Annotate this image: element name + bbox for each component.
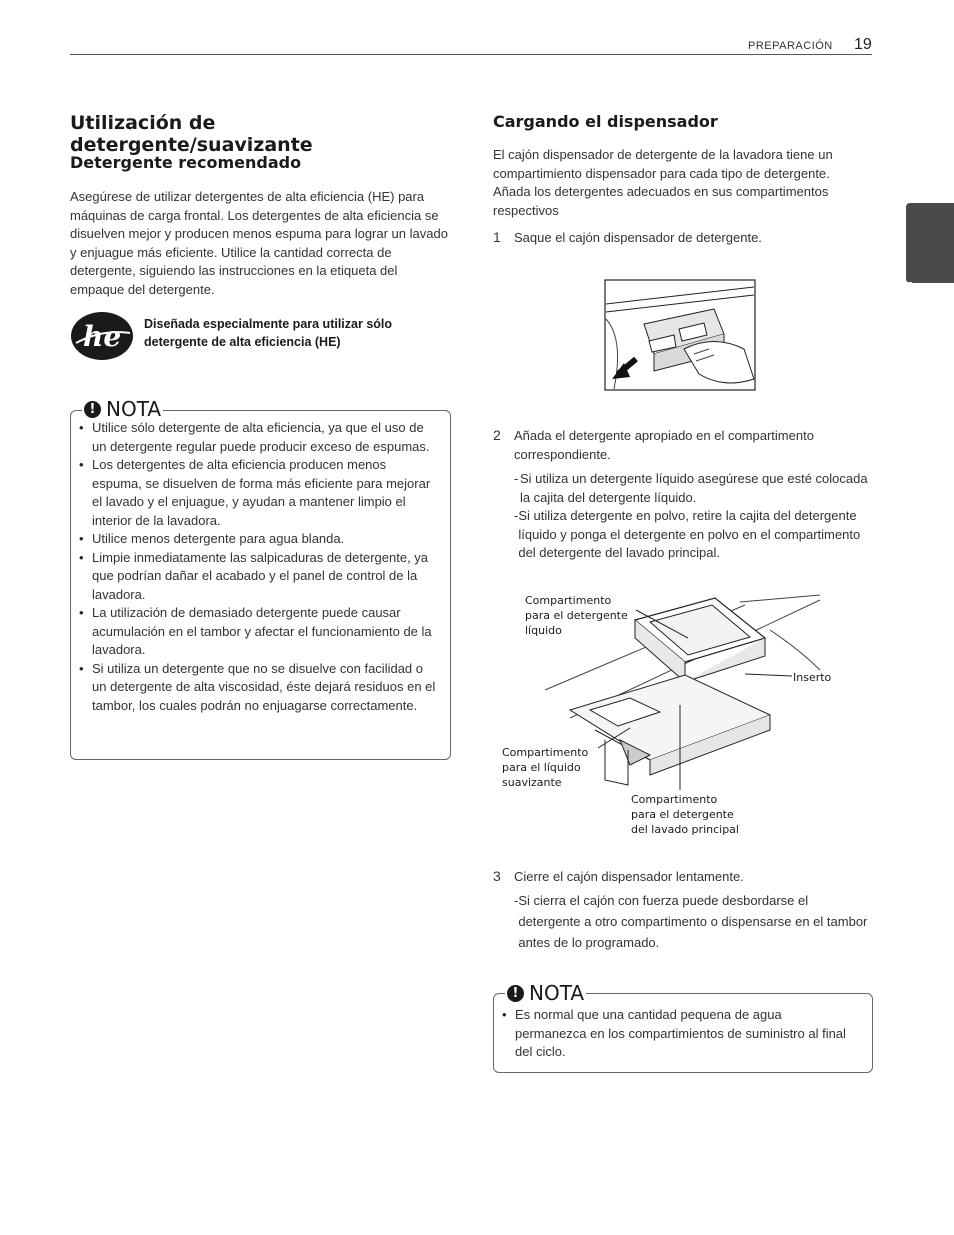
step-2-sub-2: - Si utiliza detergente en polvo, retire la cajita del detergente líquido y ponga el detergente en polvo en el compartimento del detergente del lavado principal. (514, 507, 869, 563)
loading-paragraph: El cajón dispensador de detergente de la lavadora tiene un compartimiento dispensador para cada tipo de detergente. Añada los detergentes adecuados en sus compartimentos respectivos (493, 147, 833, 218)
section-title: Utilización de detergente/suavizante (70, 112, 313, 156)
label-softener-compartment: Compartimento para el líquido suavizante (502, 746, 589, 789)
subsection-title: Detergente recomendado (70, 153, 302, 172)
nota-title-left: NOTA (106, 397, 162, 421)
nota-item: • Utilice menos detergente para agua blanda. (79, 530, 439, 549)
nota-heading-right (505, 982, 586, 1004)
nota-list-left (79, 419, 439, 715)
alert-icon: ! (84, 401, 101, 418)
step-3-sub-1: - Si cierra el cajón con fuerza puede desbordarse el detergente a otro compartimento o dispensarse en el tambor antes de lo programado. (514, 890, 869, 953)
nota-item: • La utilización de demasiado detergente puede causar acumulación en el tambor y afectar el funcionamiento de la lavadora. (79, 604, 439, 660)
label-liquid-compartment: Compartimento para el detergente líquido (525, 594, 628, 637)
recommended-paragraph: Asegúrese de utilizar detergentes de alta eficiencia (HE) para máquinas de carga frontal. Los detergentes de alta eficiencia se disuelven mejor y producen menos espuma para lograr un lavado y enjuague más eficiente. Utilice la cantidad correcta de detergente, siguiendo las instrucciones en la etiqueta del empaque del detergente. (70, 189, 448, 297)
step-3-text: Cierre el cajón dispensador lentamente. (514, 869, 744, 884)
step-3-sub-1-text: Si cierra el cajón con fuerza puede desbordarse el detergente a otro compartimento o dispensarse en el tambor antes de lo programado. (518, 893, 868, 950)
step-1-text: Saque el cajón dispensador de detergente. (514, 230, 762, 245)
nota-list-right (502, 1006, 847, 1062)
step-2-sub-1: - Si utiliza un detergente líquido asegúrese que esté colocada la cajita del detergente líquido. (514, 470, 869, 507)
nota-heading-left (82, 398, 163, 420)
nota-item: • Limpie inmediatamente las salpicaduras de detergente, ya que podrían dañar el acabado y el panel de control de la lavadora. (79, 549, 439, 605)
label-insert: Inserto (793, 671, 832, 684)
drawer-pull-illustration (604, 279, 756, 391)
language-tab (900, 203, 954, 343)
step-2-number: 2 (493, 427, 501, 443)
svg-text:he: he (83, 320, 122, 353)
alert-icon: ! (507, 985, 524, 1002)
step-1-number: 1 (493, 229, 501, 245)
step-2-sub-1-text: Si utiliza un detergente líquido asegúrese que esté colocada la cajita del detergente líquido. (519, 471, 868, 505)
step-3-number: 3 (493, 868, 501, 884)
nota-item: • Si utiliza un detergente que no se disuelve con facilidad o un detergente de alta viscosidad, éste dejará residuos en el tambor, los cuales podrán no enjuagarse correctamente. (79, 660, 439, 716)
nota-item: • Utilice sólo detergente de alta eficiencia, ya que el uso de un detergente regular puede producir exceso de espumas. (79, 419, 439, 456)
step-2-sub-2-text: Si utiliza detergente en polvo, retire la cajita del detergente líquido y ponga el detergente en polvo en el compartimento del detergente del lavado principal. (518, 508, 861, 560)
nota-title-right: NOTA (529, 981, 585, 1005)
page-number: 19 (854, 36, 872, 53)
header-divider (70, 54, 872, 55)
he-note: Diseñada especialmente para utilizar sólo detergente de alta eficiencia (HE) (144, 317, 393, 349)
label-main-wash-compartment: Compartimento para el detergente del lavado principal (631, 793, 739, 836)
he-logo-icon (70, 311, 134, 361)
header-section-title: PREPARACIÓN (748, 40, 833, 52)
step-2-text: Añada el detergente apropiado en el compartimento correspondiente. (514, 428, 814, 462)
nota-item: • Es normal que una cantidad pequena de agua permanezca en los compartimientos de suministro al final del ciclo. (502, 1006, 847, 1062)
loading-title: Cargando el dispensador (493, 112, 718, 131)
language-tab-label: ESPAÑOL (900, 281, 914, 343)
nota-item: • Los detergentes de alta eficiencia producen menos espuma, se disuelven de forma más eficiente para mejorar el lavado y el enjuague, y ayudan a mantener limpio el interior de la lavadora. (79, 456, 439, 530)
